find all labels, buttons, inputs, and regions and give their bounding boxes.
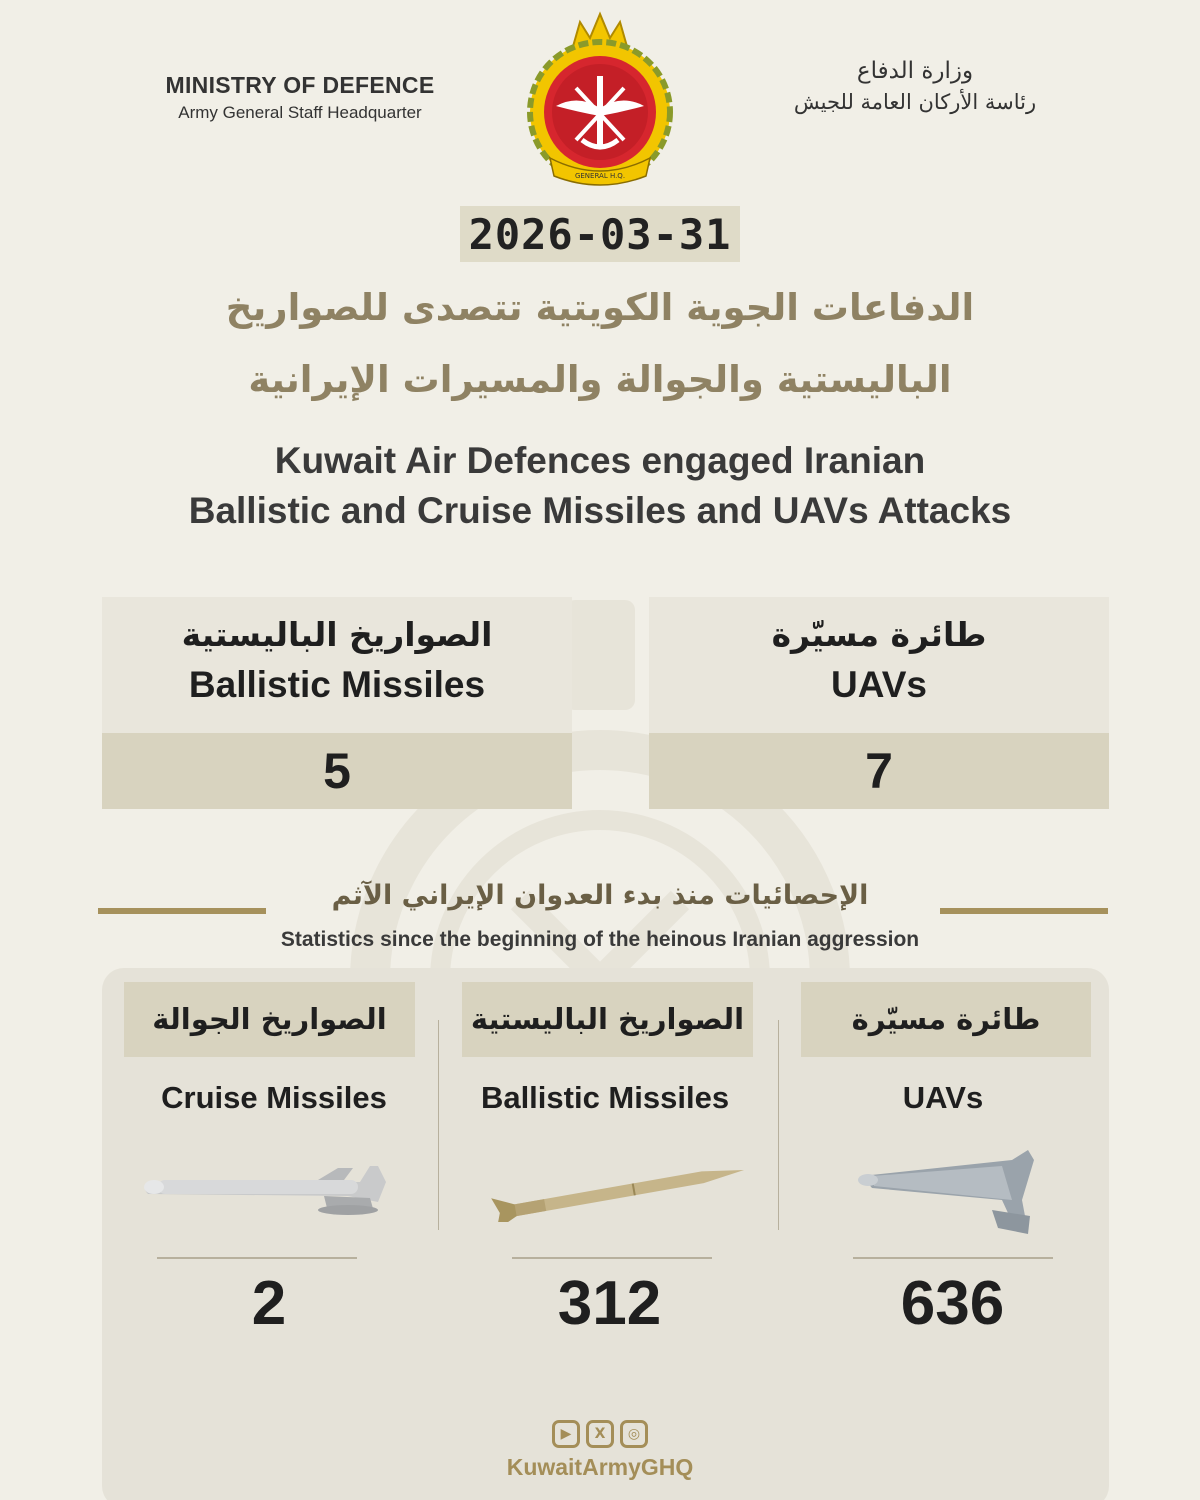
daily-ballistic-value: 5 (102, 733, 572, 809)
column-divider (157, 1257, 357, 1259)
daily-uav-label-ar: طائرة مسيّرة (771, 615, 987, 654)
stats-cruise-label-en: Cruise Missiles (161, 1080, 387, 1115)
title-en-line1: Kuwait Air Defences engaged Iranian (274, 440, 926, 481)
stats-cruise-value: 2 (251, 1269, 287, 1338)
ministry-header-en (150, 72, 450, 123)
stats-uav-label-en: UAVs (902, 1080, 984, 1115)
stats-cruise-label-ar: الصواريخ الجوالة (124, 982, 415, 1057)
gold-divider-left (98, 908, 266, 914)
date-text: 2026-03-31 (468, 209, 732, 259)
instagram-icon[interactable]: ◎ (620, 1420, 648, 1448)
ministry-name-en: MINISTRY OF DEFENCE (165, 72, 435, 98)
ballistic-missile-image (484, 1162, 754, 1222)
daily-ballistic-label-en: Ballistic Missiles (188, 664, 486, 705)
daily-ballistic-label-ar: الصواريخ الباليستية (181, 615, 493, 654)
army-emblem-logo (520, 8, 680, 188)
youtube-icon[interactable]: ▶ (552, 1420, 580, 1448)
hq-name-ar: رئاسة الأركان العامة للجيش (793, 90, 1037, 114)
daily-uav-value: 7 (649, 733, 1109, 809)
column-divider (512, 1257, 712, 1259)
cruise-missile-image (138, 1158, 400, 1222)
uav-drone-image (852, 1140, 1038, 1240)
ministry-header-ar (760, 58, 1070, 114)
stats-ballistic-label-en: Ballistic Missiles (480, 1080, 730, 1115)
daily-uav-card (649, 597, 1109, 809)
stats-ballistic-value: 312 (557, 1269, 662, 1338)
stats-heading-ar: الإحصائيات منذ بدء العدوان الإيراني الآثم (331, 880, 869, 911)
stats-uav-value: 636 (900, 1269, 1005, 1338)
stats-ballistic-label-ar: الصواريخ الباليستية (462, 982, 753, 1057)
daily-ballistic-card (102, 597, 572, 809)
ministry-name-ar: وزارة الدفاع (856, 58, 974, 84)
social-links (540, 1420, 660, 1448)
column-divider (853, 1257, 1053, 1259)
stats-uav-label-ar: طائرة مسيّرة (801, 982, 1091, 1057)
emblem-caption: GENERAL H.Q. (574, 172, 626, 180)
daily-uav-label-en: UAVs (831, 664, 927, 705)
column-separator (438, 1020, 439, 1230)
date-badge (460, 206, 740, 262)
hq-name-en: Army General Staff Headquarter (178, 103, 422, 122)
x-icon[interactable]: X (586, 1420, 614, 1448)
column-separator (778, 1020, 779, 1230)
stats-heading-en: Statistics since the beginning of the heinous Iranian aggression (280, 928, 920, 951)
title-ar-line1: الدفاعات الجوية الكويتية تتصدى للصواريخ (225, 286, 975, 329)
title-ar-line2: الباليستية والجوالة والمسيرات الإيرانية (248, 358, 952, 401)
account-handle[interactable]: KuwaitArmyGHQ (506, 1454, 694, 1480)
gold-divider-right (940, 908, 1108, 914)
title-en-line2: Ballistic and Cruise Missiles and UAVs Attacks (188, 490, 1012, 531)
